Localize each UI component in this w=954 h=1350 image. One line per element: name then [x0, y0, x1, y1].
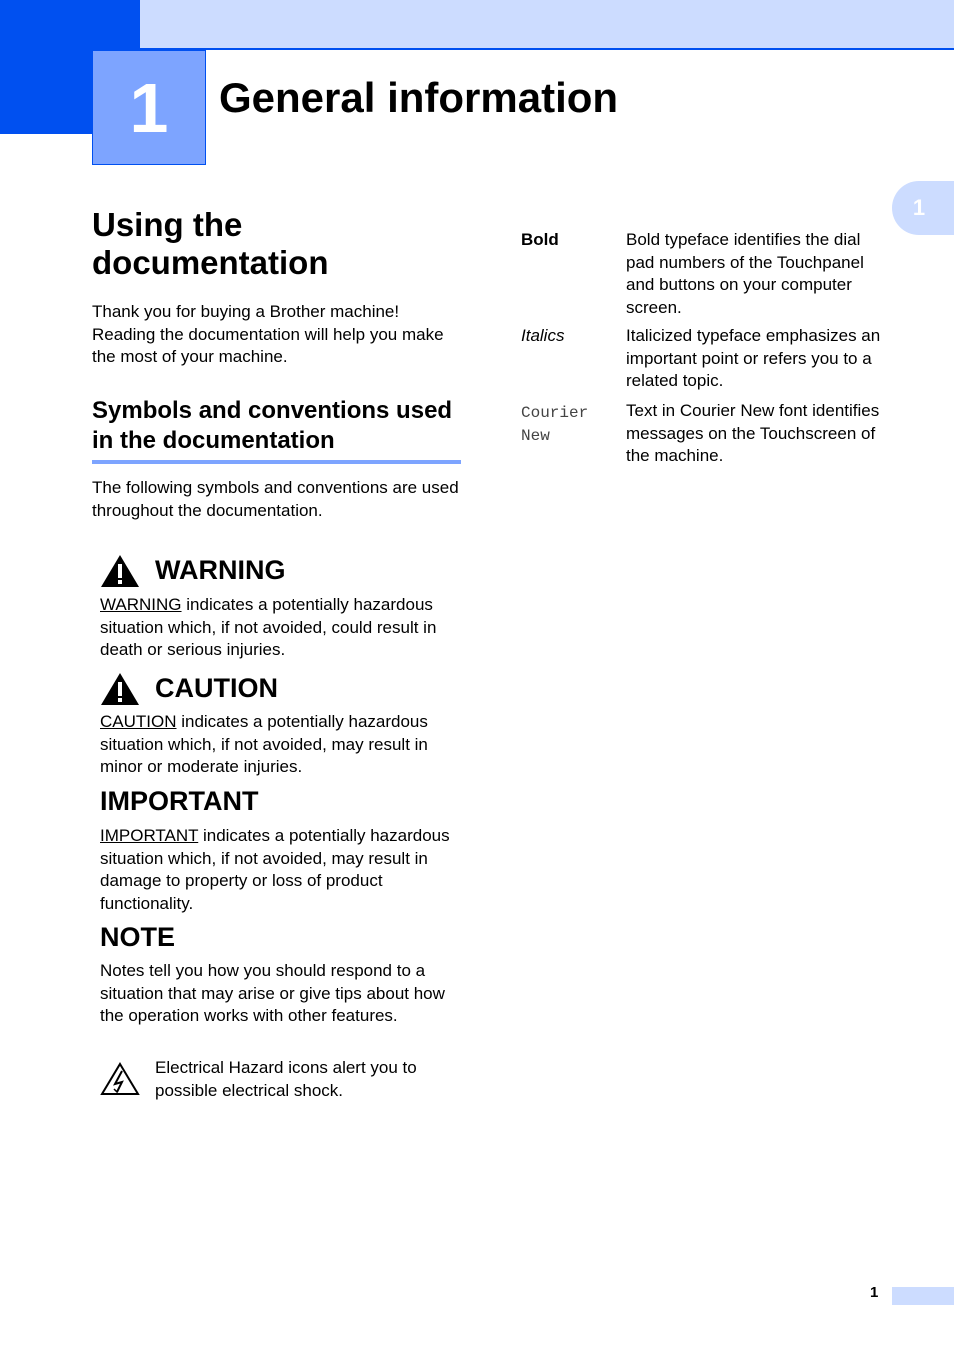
chapter-title: General information	[219, 74, 619, 121]
convention-term-courier: Courier New	[521, 404, 589, 445]
warning-keyword: WARNING	[100, 595, 182, 614]
convention-desc-courier: Text in Courier New font identifies messages on the Touchscreen of the machine.	[626, 401, 880, 465]
section-intro: Thank you for buying a Brother machine! Reading the documentation will help you make the most of your machine.	[92, 302, 444, 366]
subsection-intro: The following symbols and conventions are used throughout the documentation.	[92, 478, 459, 520]
caution-keyword: CAUTION	[100, 712, 177, 731]
important-description: indicates a potentially hazardous situation which, if not avoided, may result in damage to property or loss of product functionality.	[100, 826, 450, 913]
warning-triangle-icon	[100, 554, 140, 588]
chapter-number: 1	[129, 68, 169, 147]
warning-text	[100, 594, 460, 662]
caution-title: CAUTION	[155, 673, 278, 703]
convention-desc-bold: Bold typeface identifies the dial pad numbers of the Touchpanel and buttons on your computer screen.	[626, 230, 864, 317]
convention-term-italics: Italics	[521, 326, 565, 345]
convention-desc-italics: Italicized typeface emphasizes an important point or refers you to a related topic.	[626, 326, 881, 390]
note-title: NOTE	[100, 922, 176, 952]
caution-description: indicates a potentially hazardous situation which, if not avoided, may result in minor or moderate injuries.	[100, 712, 428, 776]
important-title: IMPORTANT	[100, 786, 259, 816]
important-text	[100, 825, 460, 915]
page-number: 1	[870, 1284, 879, 1301]
section-title: Using the documentation	[92, 206, 329, 281]
chapter-side-tab-number: 1	[912, 195, 926, 220]
subsection-rule	[92, 460, 461, 464]
convention-term-bold: Bold	[521, 230, 559, 249]
header-band	[140, 0, 954, 48]
caution-text	[100, 711, 460, 779]
electrical-hazard-text: Electrical Hazard icons alert you to possible electrical shock.	[155, 1058, 417, 1100]
chapter-number-box	[92, 50, 206, 165]
page-number-bar	[892, 1287, 954, 1305]
header-rule	[140, 48, 954, 50]
caution-triangle-icon	[100, 672, 140, 706]
electrical-hazard-icon	[100, 1062, 140, 1096]
subsection-title: Symbols and conventions used in the documentation	[92, 397, 453, 454]
important-keyword: IMPORTANT	[100, 826, 199, 845]
chapter-side-tab	[892, 181, 954, 235]
warning-title: WARNING	[155, 555, 286, 585]
note-text: Notes tell you how you should respond to a situation that may arise or give tips about how the operation works with other features.	[100, 961, 445, 1025]
warning-description: indicates a potentially hazardous situation which, if not avoided, could result in death or serious injuries.	[100, 595, 437, 659]
